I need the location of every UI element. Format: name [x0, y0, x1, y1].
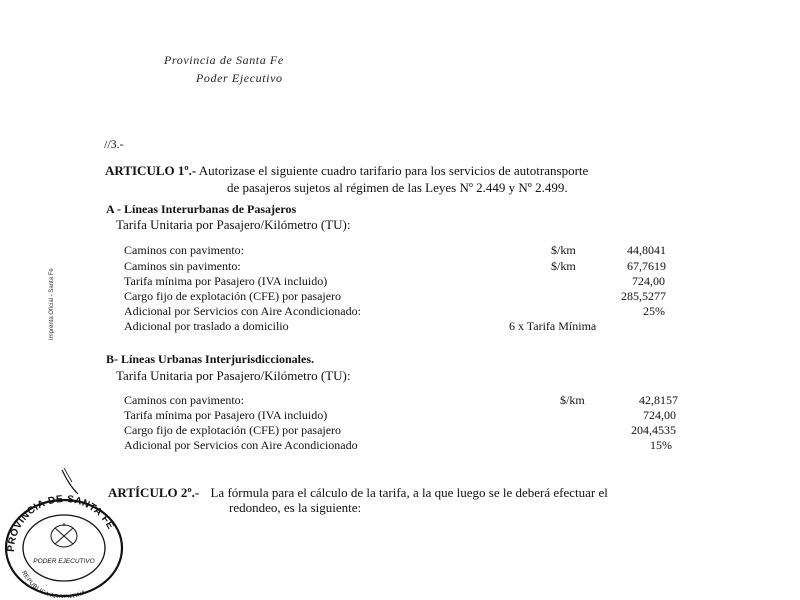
section-b-row-label: Caminos con pavimento:	[124, 393, 244, 407]
seal-emblem-icon	[51, 523, 77, 547]
section-a-title: A - Líneas Interurbanas de Pasajeros	[106, 202, 297, 216]
section-a-row-label: Adicional por Servicios con Aire Acondicionado:	[124, 304, 361, 318]
official-seal-stamp	[0, 468, 126, 598]
section-b-row-label: Cargo fijo de explotación (CFE) por pasajero	[124, 423, 342, 437]
section-a-row-value: 285,5277	[621, 289, 666, 303]
page-reference: //3.-	[104, 137, 124, 151]
articulo-2-text-2: redondeo, es la siguiente:	[229, 500, 362, 515]
svg-text:REPUBLICA ARGENTINA	[20, 570, 87, 598]
section-b-title: B- Líneas Urbanas Interjurisdiccionales.	[106, 352, 315, 366]
section-a-row-value: 44,8041	[627, 243, 666, 257]
seal-inner-text: PODER EJECUTIVO	[33, 558, 95, 565]
seal-bottom-text: REPUBLICA ARGENTINA	[20, 570, 88, 598]
letterhead-executive: Poder Ejecutivo	[196, 71, 283, 85]
section-a-row-unit: $/km	[551, 243, 576, 257]
side-imprint-text: Imprenta Oficial - Santa Fe	[49, 268, 55, 340]
section-a-row-label: Cargo fijo de explotación (CFE) por pasajero	[124, 289, 342, 303]
section-b-row-unit: $/km	[560, 393, 585, 407]
section-a-row-value: 724,00	[632, 274, 665, 288]
articulo-2-line-1	[108, 485, 608, 501]
section-a-row-label: Caminos sin pavimento:	[124, 259, 241, 273]
articulo-1-text-1: Autorizase el siguiente cuadro tarifario para los servicios de autotransporte	[198, 163, 589, 178]
section-a-row-unit: $/km	[551, 259, 576, 273]
section-a-row-value: 6 x Tarifa Mínima	[509, 319, 597, 333]
section-a-row-label: Tarifa mínima por Pasajero (IVA incluido)	[124, 274, 328, 288]
section-a-row-value: 25%	[643, 304, 665, 318]
section-b-row-label: Adicional por Servicios con Aire Acondicionado	[124, 438, 358, 452]
section-a-row-value: 67,7619	[627, 259, 666, 273]
articulo-1-line-1	[105, 163, 588, 179]
articulo-2-label: ARTÍCULO 2º.-	[108, 485, 200, 500]
section-b-subtitle: Tarifa Unitaria por Pasajero/Kilómetro (TU):	[116, 368, 351, 383]
section-a-row-label: Caminos con pavimento:	[124, 243, 244, 257]
section-b-row-value: 42,8157	[639, 393, 678, 407]
seal-outer-text: PROVINCIA DE SANTA FE	[5, 493, 116, 553]
articulo-2-text-1: La fórmula para el cálculo de la tarifa, a la que luego se le deberá efectuar el	[210, 485, 608, 500]
articulo-1-text-2: de pasajeros sujetos al régimen de las Leyes Nº 2.449 y Nº 2.499.	[227, 180, 568, 195]
section-b-row-label: Tarifa mínima por Pasajero (IVA incluido)	[124, 408, 328, 422]
svg-text:PROVINCIA DE SANTA FE	[6, 494, 116, 552]
section-b-row-value: 204,4535	[631, 423, 676, 437]
section-a-subtitle: Tarifa Unitaria por Pasajero/Kilómetro (TU):	[116, 217, 351, 232]
articulo-1-label: ARTICULO 1º.-	[105, 163, 197, 178]
section-b-row-value: 15%	[650, 438, 672, 452]
letterhead-province: Provincia de Santa Fe	[164, 53, 284, 67]
section-a-row-label: Adicional por traslado a domicilio	[124, 319, 289, 333]
section-b-row-value: 724,00	[643, 408, 676, 422]
